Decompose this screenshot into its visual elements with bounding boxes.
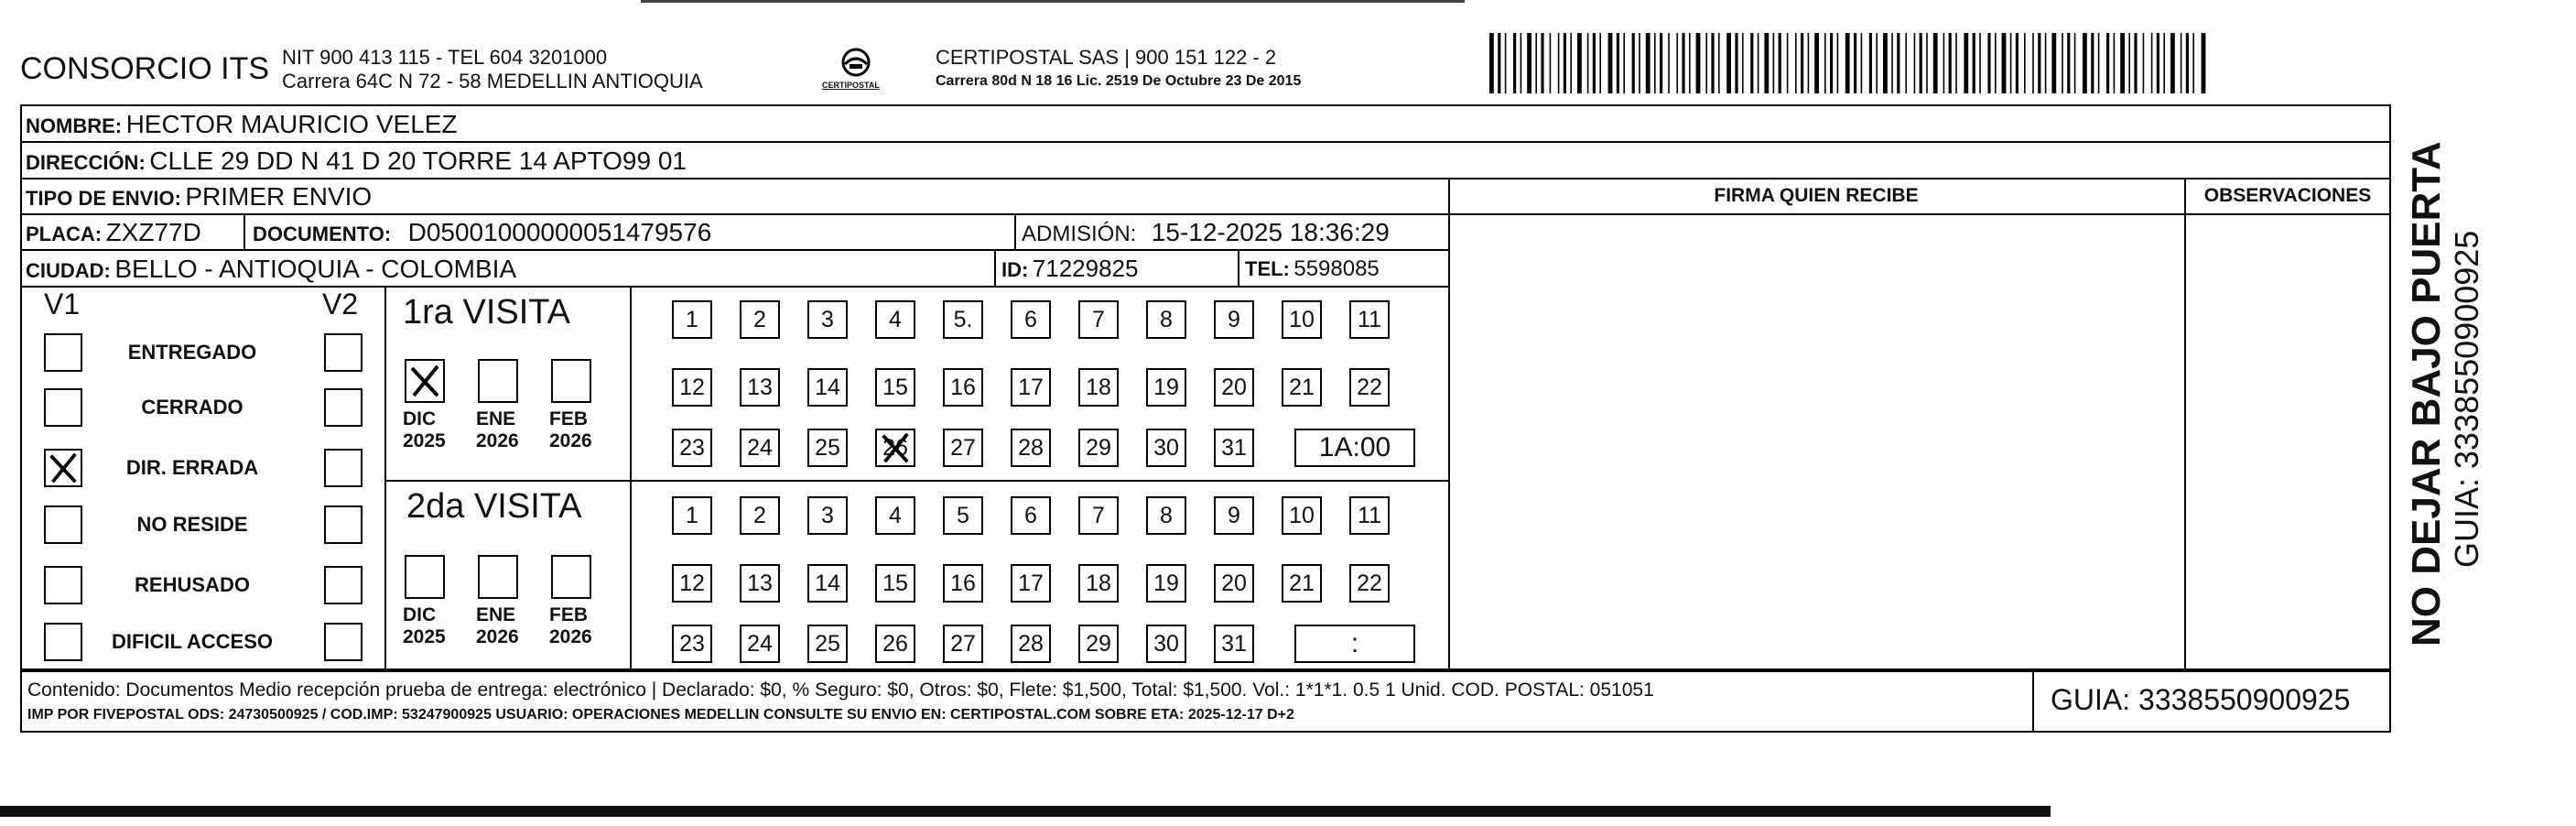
visit1-day-24[interactable]: 24 xyxy=(740,429,780,467)
top-rule xyxy=(641,0,1465,3)
visit1-month-checkbox[interactable] xyxy=(405,359,445,403)
visit2-day-1[interactable]: 1 xyxy=(672,496,712,535)
status-v1-checkbox[interactable] xyxy=(44,566,82,604)
visit2-day-9[interactable]: 9 xyxy=(1214,496,1254,535)
tel-label: TEL: xyxy=(1245,257,1290,280)
side-guia: GUIA: 3338550900925 xyxy=(2448,230,2485,568)
tel-row xyxy=(1245,256,1380,282)
bottom-rule xyxy=(0,806,2051,817)
visit2-day-30[interactable]: 30 xyxy=(1146,625,1186,663)
visit2-time-box[interactable]: : xyxy=(1294,625,1415,663)
firma-header: FIRMA QUIEN RECIBE xyxy=(1714,185,1919,206)
ciudad-label: CIUDAD: xyxy=(26,259,111,282)
barcode xyxy=(1488,33,2211,93)
visit2-month-label: ENE 2026 xyxy=(476,604,519,647)
visit1-day-6[interactable]: 6 xyxy=(1011,300,1051,339)
visit2-month-checkbox[interactable] xyxy=(405,555,445,599)
nombre-label: NOMBRE: xyxy=(26,114,123,137)
v1-header: V1 xyxy=(44,288,81,321)
visit1-day-26[interactable]: 26 xyxy=(875,429,915,467)
visit2-month-label: DIC 2025 xyxy=(403,604,446,647)
carrier-line-1: CERTIPOSTAL SAS | 900 151 122 - 2 xyxy=(936,46,1277,69)
footer-line-1: Contenido: Documentos Medio recepción prueba de entrega: electrónico | Declarado: $0, % Seguro: $0, Otros: $0, Flete: $1,500, Total: $1,500. Vol.: 1*1*1. 0.5 1 Unid. COD. POSTAL: 051051 xyxy=(27,679,1654,701)
visit2-day-13[interactable]: 13 xyxy=(740,564,780,603)
nombre-row xyxy=(26,110,458,139)
visit2-day-6[interactable]: 6 xyxy=(1011,496,1051,535)
visit2-month-checkbox[interactable] xyxy=(551,555,591,599)
visit2-day-14[interactable]: 14 xyxy=(807,564,848,603)
visit2-day-20[interactable]: 20 xyxy=(1214,564,1254,603)
tipo-row xyxy=(26,182,372,212)
visit2-day-5[interactable]: 5 xyxy=(943,496,983,535)
status-v1-checkbox[interactable] xyxy=(44,505,82,544)
visit1-day-8[interactable]: 8 xyxy=(1146,300,1186,339)
status-v1-checkbox[interactable] xyxy=(44,623,82,661)
placa-label: PLACA: xyxy=(26,223,103,245)
tel-value: 5598085 xyxy=(1293,256,1380,281)
direccion-label: DIRECCIÓN: xyxy=(26,151,146,174)
visit1-day-20[interactable]: 20 xyxy=(1214,368,1254,407)
visit2-day-17[interactable]: 17 xyxy=(1011,564,1051,603)
status-v2-checkbox[interactable] xyxy=(324,623,363,661)
visit1-day-19[interactable]: 19 xyxy=(1146,368,1186,407)
carrier-line-2: Carrera 80d N 18 16 Lic. 2519 De Octubre 23 De 2015 xyxy=(936,73,1302,89)
status-v2-checkbox[interactable] xyxy=(324,566,363,604)
status-label: NO RESIDE xyxy=(136,513,248,536)
admision-label: ADMISIÓN: xyxy=(1022,222,1137,246)
status-v1-checkbox[interactable] xyxy=(44,388,82,427)
x-mark-icon xyxy=(877,430,914,465)
footer-line-2: IMP POR FIVEPOSTAL ODS: 24730500925 / COD.IMP: 53247900925 USUARIO: OPERACIONES MEDELLIN CONSULTE SU ENVIO EN: CERTIPOSTAL.COM SOBRE ETA: 2025-12-17 D+2 xyxy=(27,707,1294,723)
visit1-day-10[interactable]: 10 xyxy=(1282,300,1322,339)
status-label: DIR. ERRADA xyxy=(125,456,259,479)
admision-row xyxy=(1022,218,1390,247)
nombre-value: HECTOR MAURICIO VELEZ xyxy=(125,110,458,138)
visit1-month-checkbox[interactable] xyxy=(551,359,591,403)
visit2-day-15[interactable]: 15 xyxy=(875,564,915,603)
visit1-day-3[interactable]: 3 xyxy=(807,300,848,339)
documento-row xyxy=(253,218,711,247)
visit1-day-15[interactable]: 15 xyxy=(875,368,915,407)
observaciones-area[interactable] xyxy=(2188,214,2389,667)
visit1-day-14[interactable]: 14 xyxy=(807,368,848,407)
visit2-month-label: FEB 2026 xyxy=(549,604,592,647)
x-mark-icon xyxy=(46,451,81,485)
visit1-day-18[interactable]: 18 xyxy=(1078,368,1119,407)
visit2-month-checkbox[interactable] xyxy=(478,555,518,599)
visit2-day-24[interactable]: 24 xyxy=(740,625,780,663)
visit1-day-23[interactable]: 23 xyxy=(672,429,712,467)
id-row xyxy=(1001,255,1138,283)
visit1-day-28[interactable]: 28 xyxy=(1011,429,1051,467)
status-v1-checkbox[interactable] xyxy=(44,449,82,487)
status-v2-checkbox[interactable] xyxy=(324,449,363,487)
direccion-row xyxy=(26,147,687,176)
visit1-title: 1ra VISITA xyxy=(403,293,571,331)
visit1-month-label: FEB 2026 xyxy=(549,408,592,451)
tipo-label: TIPO DE ENVIO: xyxy=(26,187,181,210)
footer-guia: GUIA: 3338550900925 xyxy=(2051,683,2351,716)
visit2-day-16[interactable]: 16 xyxy=(943,564,983,603)
visit2-day-19[interactable]: 19 xyxy=(1146,564,1186,603)
visit2-day-4[interactable]: 4 xyxy=(875,496,915,535)
signature-area[interactable] xyxy=(1452,214,2181,667)
id-value: 71229825 xyxy=(1032,255,1139,282)
status-v1-checkbox[interactable] xyxy=(44,333,82,372)
certipostal-logo xyxy=(815,46,897,97)
visit1-day-25[interactable]: 25 xyxy=(807,429,848,467)
visit2-day-7[interactable]: 7 xyxy=(1078,496,1119,535)
direccion-value: CLLE 29 DD N 41 D 20 TORRE 14 APTO99 01 xyxy=(149,147,687,175)
status-v2-checkbox[interactable] xyxy=(324,388,363,427)
visit2-day-25[interactable]: 25 xyxy=(807,625,848,663)
visit1-day-13[interactable]: 13 xyxy=(740,368,780,407)
status-v2-checkbox[interactable] xyxy=(324,333,363,372)
visit1-day-30[interactable]: 30 xyxy=(1146,429,1186,467)
visit2-day-10[interactable]: 10 xyxy=(1282,496,1322,535)
visit1-day-29[interactable]: 29 xyxy=(1078,429,1119,467)
visit2-day-29[interactable]: 29 xyxy=(1078,625,1119,663)
id-label: ID: xyxy=(1001,258,1029,281)
visit1-day-21[interactable]: 21 xyxy=(1282,368,1322,407)
observaciones-header: OBSERVACIONES xyxy=(2203,185,2372,206)
visit2-day-3[interactable]: 3 xyxy=(807,496,848,535)
visit1-day-4[interactable]: 4 xyxy=(875,300,915,339)
logo-caption: CERTIPOSTAL xyxy=(822,81,880,90)
company-line-2: Carrera 64C N 72 - 58 MEDELLIN ANTIOQUIA xyxy=(282,70,703,92)
visit2-day-31[interactable]: 31 xyxy=(1214,625,1254,663)
side-warning: NO DEJAR BAJO PUERTA xyxy=(2404,141,2449,647)
visit2-day-23[interactable]: 23 xyxy=(672,625,712,663)
status-label: CERRADO xyxy=(141,396,244,418)
status-label: REHUSADO xyxy=(135,573,250,596)
visit1-day-7[interactable]: 7 xyxy=(1078,300,1119,339)
visit1-day-11[interactable]: 11 xyxy=(1349,300,1390,339)
visit2-day-12[interactable]: 12 xyxy=(672,564,712,603)
visit1-day-27[interactable]: 27 xyxy=(943,429,983,467)
visit1-day-31[interactable]: 31 xyxy=(1214,429,1254,467)
visit2-day-2[interactable]: 2 xyxy=(740,496,780,535)
company-name: CONSORCIO ITS xyxy=(20,51,270,86)
status-label: ENTREGADO xyxy=(127,341,257,364)
visit2-day-8[interactable]: 8 xyxy=(1146,496,1186,535)
visit2-day-26[interactable]: 26 xyxy=(875,625,915,663)
visit1-day-1[interactable]: 1 xyxy=(672,300,712,339)
visit2-day-18[interactable]: 18 xyxy=(1078,564,1119,603)
visit1-day-16[interactable]: 16 xyxy=(943,368,983,407)
documento-value: D05001000000051479576 xyxy=(407,218,712,246)
status-v2-checkbox[interactable] xyxy=(324,505,363,544)
visit2-day-21[interactable]: 21 xyxy=(1282,564,1322,603)
admision-value: 15-12-2025 18:36:29 xyxy=(1151,218,1390,246)
visit1-day-17[interactable]: 17 xyxy=(1011,368,1051,407)
visit1-day-12[interactable]: 12 xyxy=(672,368,712,407)
visit1-day-2[interactable]: 2 xyxy=(740,300,780,339)
documento-label: DOCUMENTO: xyxy=(253,223,392,245)
visit1-time-box[interactable]: 1A:00 xyxy=(1294,429,1415,467)
x-mark-icon xyxy=(406,361,443,401)
visit1-month-checkbox[interactable] xyxy=(478,359,518,403)
ciudad-row xyxy=(26,255,516,284)
ciudad-value: BELLO - ANTIOQUIA - COLOMBIA xyxy=(114,255,517,283)
placa-row xyxy=(26,218,201,247)
visit2-day-11[interactable]: 11 xyxy=(1349,496,1390,535)
visit2-day-22[interactable]: 22 xyxy=(1349,564,1390,603)
company-line-1: NIT 900 413 115 - TEL 604 3201000 xyxy=(282,46,608,69)
v2-header: V2 xyxy=(322,288,359,321)
visit2-title: 2da VISITA xyxy=(406,487,582,526)
visit1-day-5[interactable]: 5. xyxy=(943,300,983,339)
tipo-value: PRIMER ENVIO xyxy=(185,182,373,211)
visit1-month-label: DIC 2025 xyxy=(403,408,446,451)
visit1-day-9[interactable]: 9 xyxy=(1214,300,1254,339)
status-label: DIFICIL ACCESO xyxy=(111,630,273,653)
visit1-month-label: ENE 2026 xyxy=(476,408,519,451)
visit2-day-28[interactable]: 28 xyxy=(1011,625,1051,663)
visit2-day-27[interactable]: 27 xyxy=(943,625,983,663)
placa-value: ZXZ77D xyxy=(105,218,201,246)
visit1-day-22[interactable]: 22 xyxy=(1349,368,1390,407)
